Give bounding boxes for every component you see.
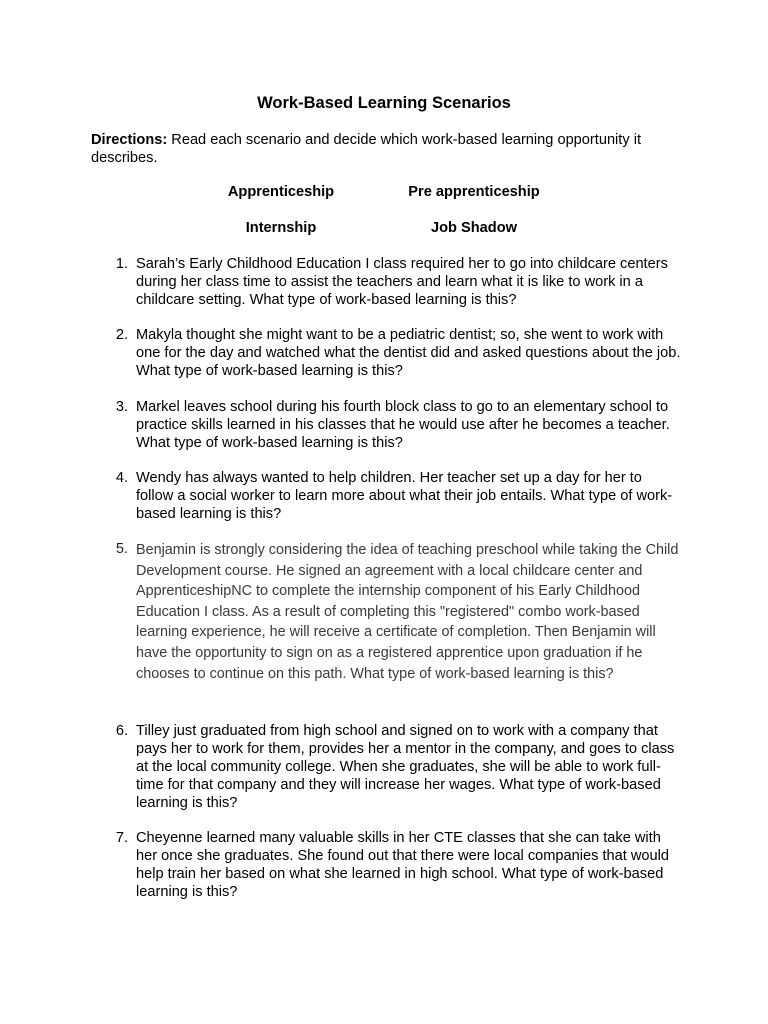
option-apprenticeship: Apprenticeship	[227, 184, 335, 200]
question-text: Tilley just graduated from high school and signed on to work with a company that pays her to work for them, provides her a mentor in the company, and goes to class at the local community college. When she graduates, she will be able to work full-time for that company and they will increase her wages. What type of work-based learning is this?	[136, 723, 675, 811]
option-pre-apprenticeship: Pre apprenticeship	[408, 184, 540, 200]
directions-label: Directions:	[91, 132, 168, 148]
question-number: 2.	[115, 327, 128, 343]
question-text: Sarah’s Early Childhood Education I class required her to go into childcare centers during her class time to assist the teachers and learn what it is like to work in a childcare setting. What type of work-based learning is this?	[136, 256, 668, 308]
option-internship: Internship	[245, 220, 317, 236]
question-text: Benjamin is strongly considering the idea of teaching preschool while taking the Child Development course. He signed an agreement with a local childcare center and ApprenticeshipNC to complete the internship component of his Early Childhood Education I class. As a result of completing this "registered" combo work-based learning experience, he will receive a certificate of completion. Then Benjamin will have the opportunity to sign on as a registered apprentice upon graduation if he chooses to continue on this path. What type of work-based learning is this?	[136, 542, 679, 682]
question-text: Wendy has always wanted to help children. Her teacher set up a day for her to follow a social worker to learn more about what their job entails. What type of work-based learning is this?	[136, 470, 673, 522]
directions-text: Read each scenario and decide which work-based learning opportunity it describes.	[91, 132, 642, 166]
question-number: 1.	[115, 256, 128, 272]
question-number: 7.	[115, 830, 128, 846]
document-title: Work-Based Learning Scenarios	[257, 94, 511, 112]
question-number: 5.	[115, 541, 128, 557]
question-number: 4.	[115, 470, 128, 486]
question-text: Makyla thought she might want to be a pediatric dentist; so, she went to work with one for the day and watched what the dentist did and asked questions about the job. What type of work-based learning is this?	[136, 327, 681, 379]
question-text: Markel leaves school during his fourth block class to go to an elementary school to practice skills learned in his classes that he would use after he becomes a teacher. What type of work-based learning is this?	[136, 399, 670, 451]
question-number: 3.	[115, 399, 128, 415]
question-text: Cheyenne learned many valuable skills in her CTE classes that she can take with her once she graduates. She found out that there were local companies that would help train her based on what she learned in high school. What type of work-based learning is this?	[136, 830, 670, 900]
directions-paragraph	[91, 131, 681, 167]
options-row-2	[0, 219, 768, 239]
option-job-shadow: Job Shadow	[431, 220, 517, 236]
question-number: 6.	[115, 723, 128, 739]
options-row-1	[0, 183, 768, 203]
